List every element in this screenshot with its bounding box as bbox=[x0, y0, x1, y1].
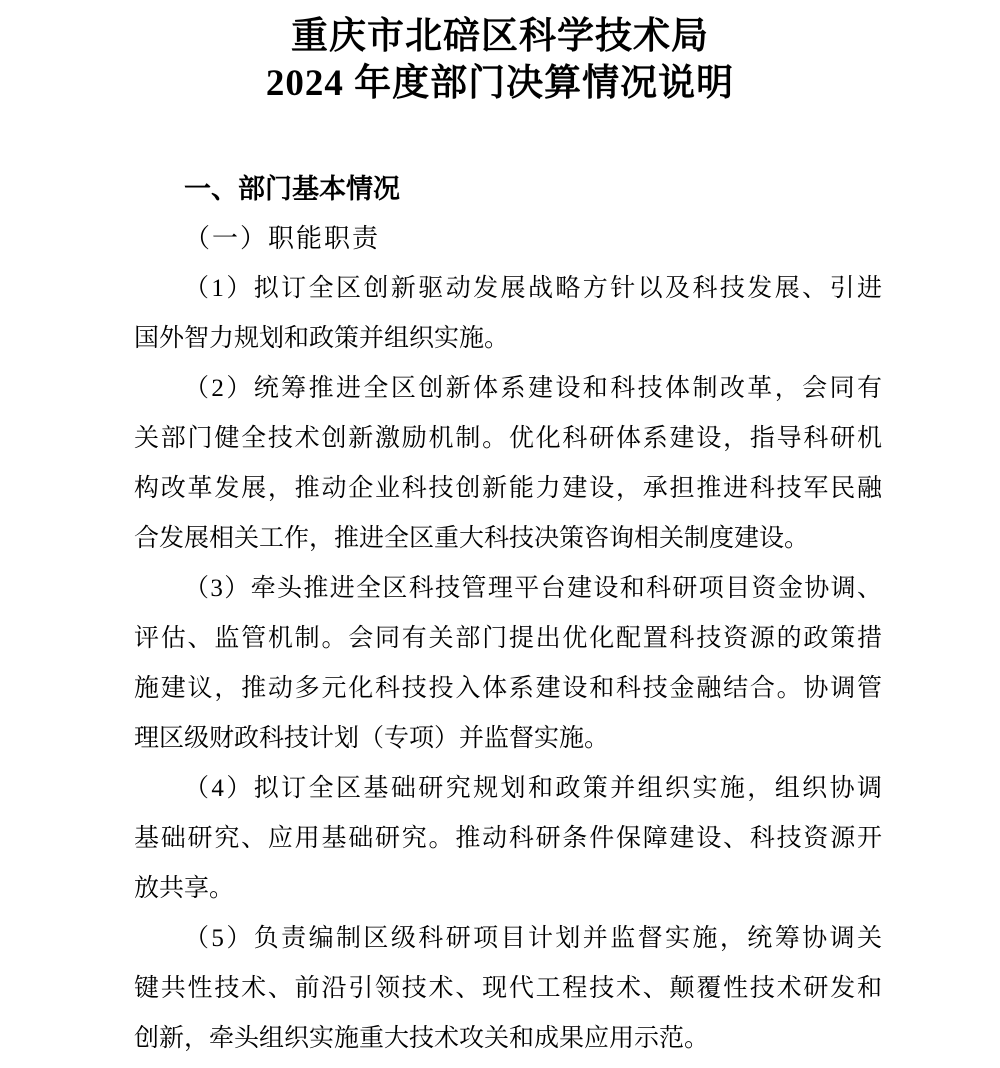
document-body bbox=[134, 164, 882, 1064]
paragraph bbox=[134, 264, 882, 364]
paragraph-line: 施建议，推动多元化科技投入体系建设和科技金融结合。协调管 bbox=[134, 675, 882, 702]
paragraph-line: （2）统筹推进全区创新体系建设和科技体制改革，会同有 bbox=[184, 375, 882, 402]
paragraph-list bbox=[134, 264, 882, 1064]
paragraph bbox=[134, 364, 882, 564]
paragraph-line: 构改革发展，推动企业科技创新能力建设，承担推进科技军民融 bbox=[134, 475, 882, 502]
paragraph bbox=[134, 564, 882, 764]
paragraph-line: 合发展相关工作，推进全区重大科技决策咨询相关制度建设。 bbox=[134, 525, 810, 552]
paragraph-line: 创新，牵头组织实施重大技术攻关和成果应用示范。 bbox=[134, 1025, 710, 1052]
paragraph-line: 评估、监管机制。会同有关部门提出优化配置科技资源的政策措 bbox=[134, 625, 882, 652]
paragraph-line: （5）负责编制区级科研项目计划并监督实施，统筹协调关 bbox=[184, 925, 882, 952]
paragraph bbox=[134, 764, 882, 914]
paragraph-line: 键共性技术、前沿引领技术、现代工程技术、颠覆性技术研发和 bbox=[134, 975, 882, 1002]
paragraph-line: 关部门健全技术创新激励机制。优化科研体系建设，指导科研机 bbox=[134, 425, 882, 452]
document-title-line-2: 2024 年度部门决算情况说明 bbox=[265, 63, 735, 104]
paragraph-line: （1）拟订全区创新驱动发展战略方针以及科技发展、引进 bbox=[184, 275, 882, 302]
paragraph-line: 放共享。 bbox=[134, 875, 235, 902]
paragraph-line: 国外智力规划和政策并组织实施。 bbox=[134, 325, 510, 352]
subsection-heading: （一）职能职责 bbox=[184, 224, 381, 253]
paragraph-line: 基础研究、应用基础研究。推动科研条件保障建设、科技资源开 bbox=[134, 825, 882, 852]
paragraph-line: （4）拟订全区基础研究规划和政策并组织实施，组织协调 bbox=[184, 775, 882, 802]
document-title-line-1: 重庆市北碚区科学技术局 bbox=[291, 16, 709, 57]
section-heading: 一、部门基本情况 bbox=[184, 174, 400, 204]
paragraph bbox=[134, 914, 882, 1064]
paragraph-line: 理区级财政科技计划（专项）并监督实施。 bbox=[134, 725, 610, 752]
paragraph-line: （3）牵头推进全区科技管理平台建设和科研项目资金协调、 bbox=[184, 575, 882, 602]
document-header bbox=[0, 0, 1000, 107]
